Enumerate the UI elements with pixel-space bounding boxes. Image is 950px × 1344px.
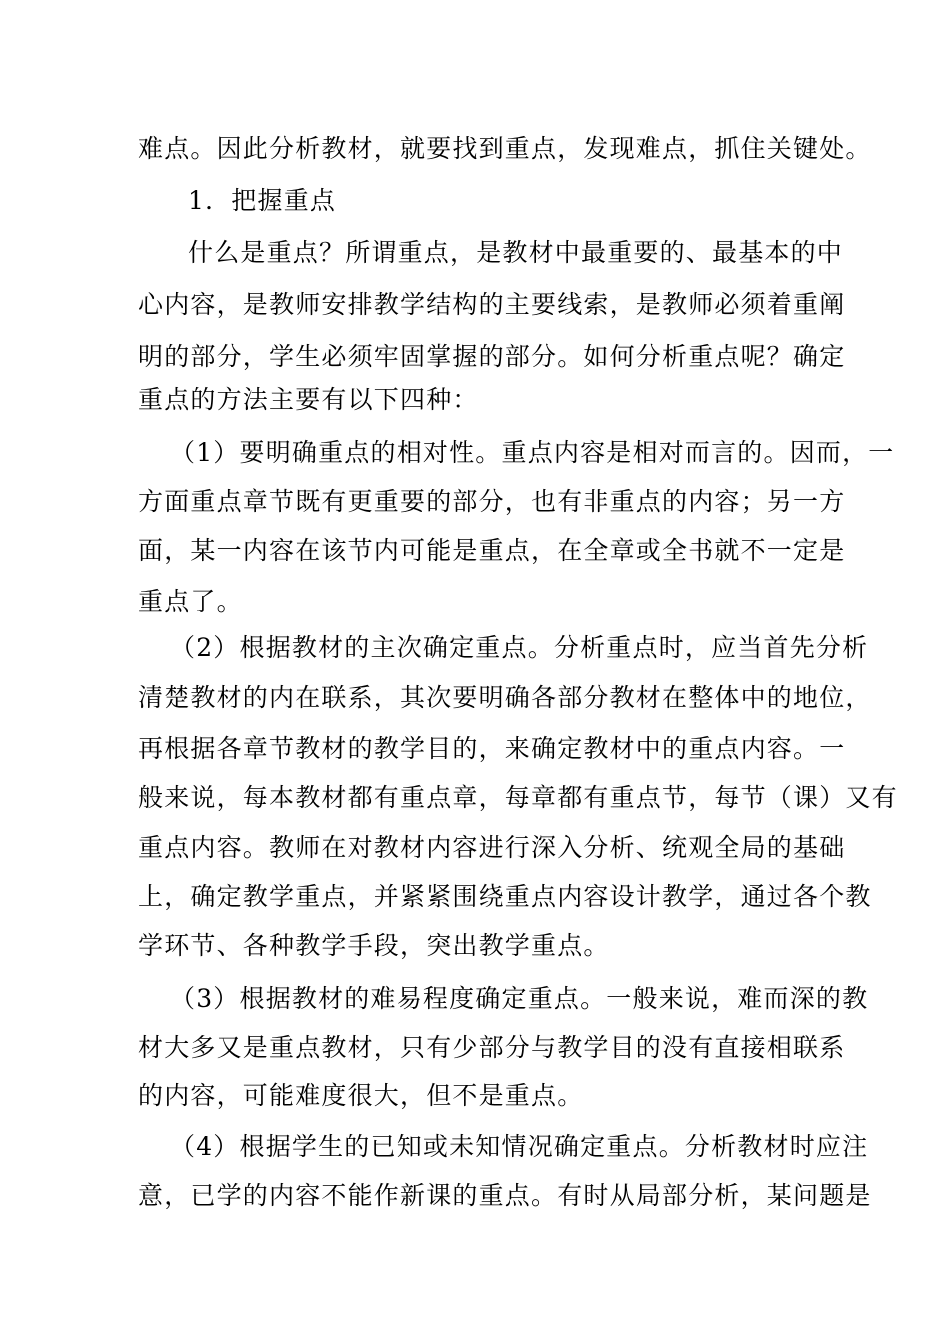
text-line: 明的部分，学生必须牢固掌握的部分。如何分析重点呢？确定	[138, 342, 846, 371]
text-line: （3）根据教材的难易程度确定重点。一般来说，难而深的教	[170, 984, 869, 1013]
text-line: 材大多又是重点教材，只有少部分与教学目的没有直接相联系	[138, 1033, 846, 1062]
text-line: 什么是重点？所谓重点，是教材中最重要的、最基本的中	[188, 238, 844, 267]
text-line: 面，某一内容在该节内可能是重点，在全章或全书就不一定是	[138, 536, 846, 565]
text-line: 难点。因此分析教材，就要找到重点，发现难点，抓住关键处。	[138, 134, 872, 163]
text-line: 般来说，每本教材都有重点章，每章都有重点节，每节（课）又有	[138, 783, 898, 812]
text-line: 再根据各章节教材的教学目的，来确定教材中的重点内容。一	[138, 734, 846, 763]
text-line: 学环节、各种教学手段，突出教学重点。	[138, 931, 610, 960]
text-line: 心内容，是教师安排教学结构的主要线索，是教师必须着重阐	[138, 290, 846, 319]
text-line: 重点的方法主要有以下四种：	[138, 385, 479, 414]
text-line: 清楚教材的内在联系，其次要明确各部分教材在整体中的地位，	[138, 683, 872, 712]
section-heading: 1．把握重点	[188, 186, 337, 215]
text-line: 方面重点章节既有更重要的部分，也有非重点的内容；另一方	[138, 487, 846, 516]
text-line: 的内容，可能难度很大，但不是重点。	[138, 1081, 584, 1110]
text-line: 重点了。	[138, 587, 243, 616]
text-line: 上，确定教学重点，并紧紧围绕重点内容设计教学，通过各个教	[138, 882, 872, 911]
text-line: （2）根据教材的主次确定重点。分析重点时，应当首先分析	[170, 633, 869, 662]
text-line: （1）要明确重点的相对性。重点内容是相对而言的。因而，一	[170, 438, 895, 467]
text-line: 意，已学的内容不能作新课的重点。有时从局部分析，某问题是	[138, 1181, 872, 1210]
text-line: 重点内容。教师在对教材内容进行深入分析、统观全局的基础	[138, 833, 846, 862]
text-line: （4）根据学生的已知或未知情况确定重点。分析教材时应注	[170, 1132, 869, 1161]
